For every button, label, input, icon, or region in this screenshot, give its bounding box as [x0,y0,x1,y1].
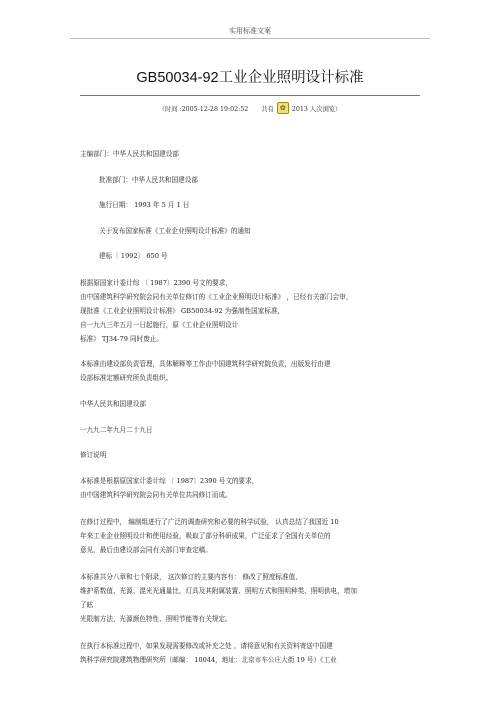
paragraph-line: 本标准共分八章和七个附录， 这次修订的主要内容有： 修改了照度标准值、 [80,573,302,581]
paragraph-line: 设部标准定额研究所负责组织。 [80,374,173,382]
paragraph-line: 筑科学研究院建筑物理研究所（邮编： 10044，地址：北京市车公庄大街 19 号）《工业 [80,656,337,664]
running-header: 实用标准文案 [229,27,271,35]
paragraph-line: 批准部门：中华人民共和国建设部 [99,176,198,184]
document-title: GB50034-92工业企业照明设计标准 [136,70,364,86]
paragraph-line: 关于发布国家标准《工业企业照明设计标准》的通知 [99,227,251,235]
paragraph-line: 在执行本标准过程中，如果发现需要修改或补充之处 ，请将意见和有关资料寄送中国建 [80,642,333,650]
counter-icon: ✿ [277,102,289,114]
paragraph-line: 由中国建筑科学研究院会同有关单位修订的《工业企业照明设计标准》 ，已经有关部门会审， [80,293,353,301]
paragraph-line: 一九九二年九月二十九日 [80,426,153,434]
paragraph-line: 施行日期： 1993 年 5 月 1 日 [99,201,190,209]
title-divider [80,95,420,96]
paragraph-line: 中华人民共和国建设部 [80,400,146,408]
view-count: 2013 人次浏览） [291,105,342,113]
paragraph-line: 本标准由建设部负责管理，具体解释等工作由中国建筑科学研究院负责，出版发行由建 [80,360,331,368]
paragraph-line: 由中国建筑科学研究院会同有关单位共同修订而成。 [80,491,232,499]
section-heading: 修订说明 [80,451,107,459]
paragraph-line: 在修订过程中， 编制组进行了广泛的调查研究和必要的科学试验， 认真总结了我国近 10 [80,518,339,526]
paragraph-line: 了眩 [80,601,94,609]
paragraph-line: 本标准是根据原国家计委计综 〔 1987〕2390 号文的要求， [80,477,259,485]
paragraph-line: 根据原国家计委计综 〔 1987〕2390 号文的要求， [80,279,232,287]
paragraph-line: 维护系数值、光源、混光光通量比，灯具及其附属装置、照明方式和照明种类、照明供电，增加 [80,587,357,595]
paragraph-line: 自一九九三年五月一日起施行，原《工业企业照明设计 [80,321,239,329]
paragraph-line: 建标〔 1992〕 650 号 [99,252,168,260]
publish-time: （时间 :2005-12-28 19:02:52 [158,105,249,113]
paragraph-line: 光限制方法、光源颜色特性、照明节能等有关规定。 [80,615,232,623]
header-divider [70,38,430,39]
paragraph-line: 意见，最后由建设部会同有关部门审查定稿。 [80,546,212,554]
view-count-prefix: 共有 [261,105,274,113]
paragraph-line: 年来工业企业照明设计和使用经验，吸取了部分科研成果，广泛征求了全国有关单位的 [80,532,331,540]
paragraph-line: 现批准《工业企业照明设计标准》 GB50034-92 为强制性国家标准， [80,307,285,315]
paragraph-line: 主编部门：中华人民共和国建设部 [80,150,179,158]
meta-line [0,102,500,114]
paragraph-line: 标准》 TJ34-79 同时废止。 [80,335,163,343]
